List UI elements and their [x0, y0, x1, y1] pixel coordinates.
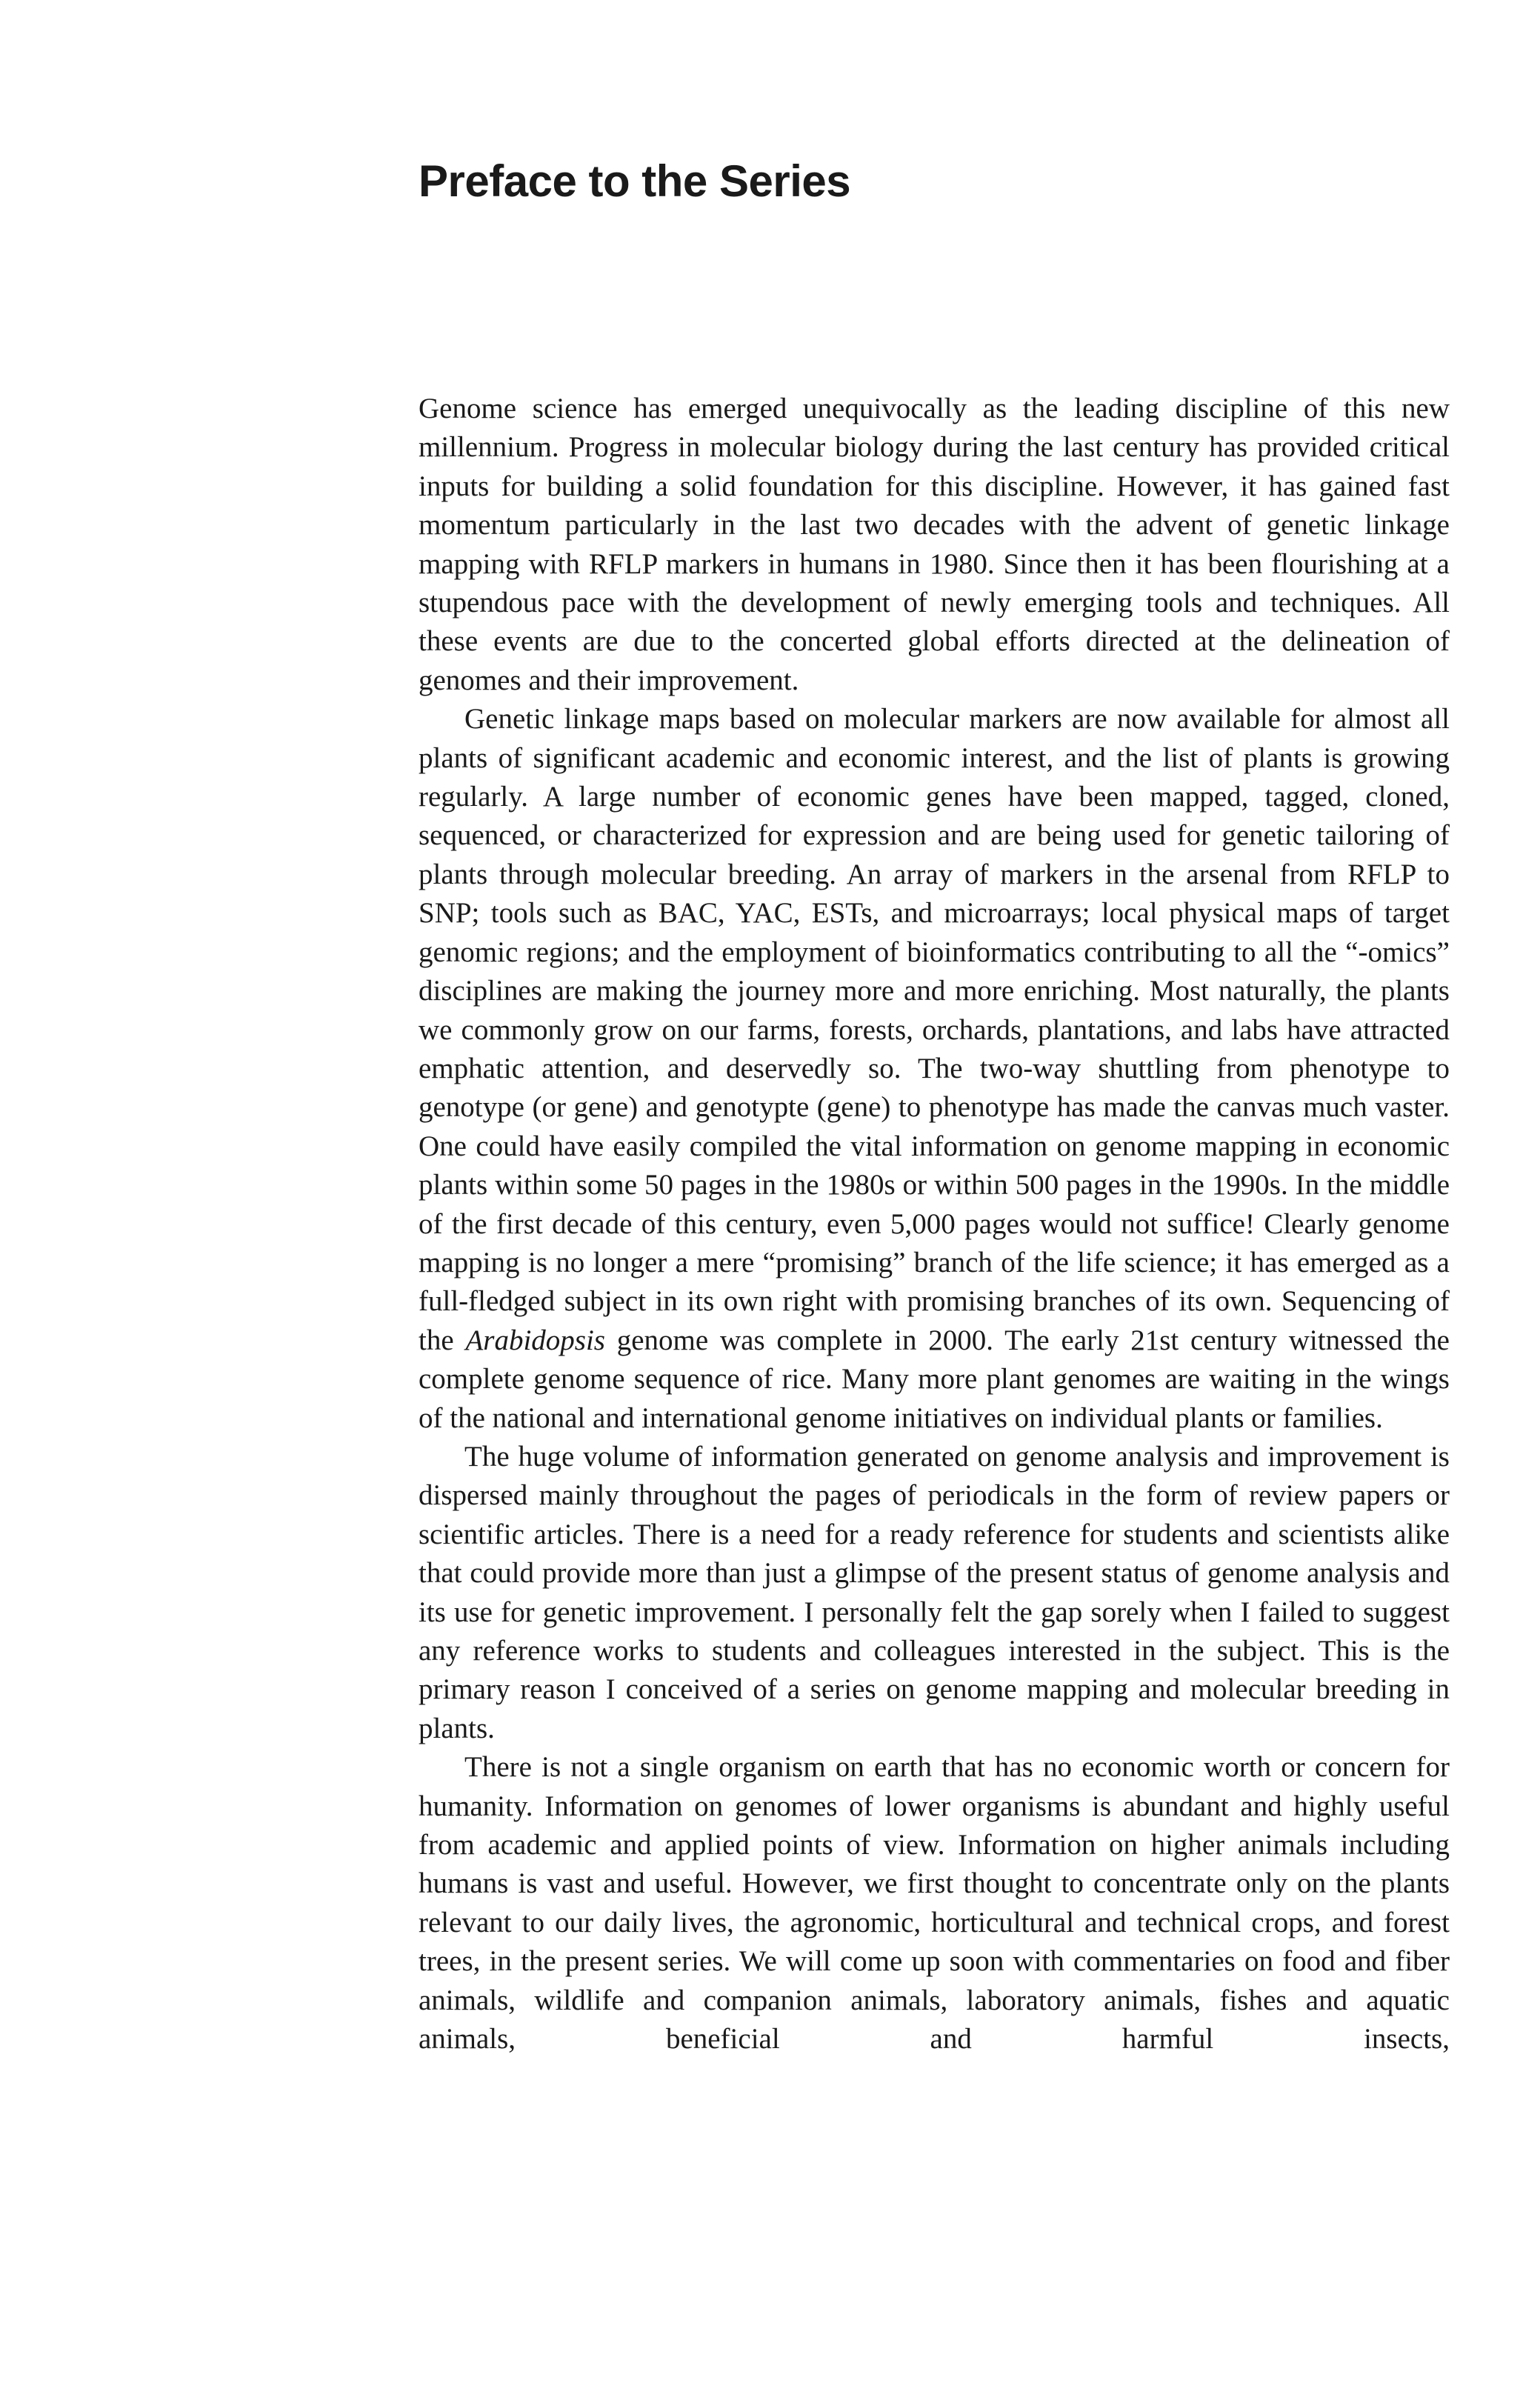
paragraph-2	[419, 700, 1450, 1438]
paragraph-3	[419, 1438, 1450, 1748]
paragraph-4	[419, 1748, 1450, 2058]
paragraph-1	[419, 390, 1450, 700]
paragraph-2-italic-term: Arabidopsis	[465, 1324, 605, 1356]
page-title: Preface to the Series	[419, 156, 851, 206]
paragraph-1-text: Genome science has emerged unequivocally as the leading discipline of this new millennium. Progress in molecular biology during the last century has provided critical inputs for building a solid foundation for this discipline. However, it has gained fast momentum particularly in the last two decades with the advent of genetic linkage mapping with RFLP markers in humans in 1980. Since then it has been flourishing at a stupendous pace with the development of newly emerging tools and techniques. All these events are due to the concerted global efforts directed at the delineation of genomes and their improvement.	[419, 393, 1450, 696]
paragraph-2-text-end: genome was complete in 2000. The early 21st century witnessed the complete genome sequence of rice. Many more plant genomes are waiting in the wings of the national and international genome initiatives on individual plants or families.	[419, 1324, 1450, 1434]
body-text	[419, 390, 1450, 2058]
paragraph-2-text-start: Genetic linkage maps based on molecular markers are now available for almost all plants of significant academic and economic interest, and the list of plants is growing regularly. A large number of economic genes have been mapped, tagged, cloned, sequenced, or characterized for expression and are being used for genetic tailoring of plants through molecular breeding. An array of markers in the arsenal from RFLP to SNP; tools such as BAC, YAC, ESTs, and microarrays; local physical maps of target genomic regions; and the employment of bioinformatics contributing to all the “-omics” disciplines are making the journey more and more enriching. Most naturally, the plants we commonly grow on our farms, forests, orchards, plantations, and labs have attracted emphatic attention, and deservedly so. The two-way shuttling from phenotype to genotype (or gene) and genotypte (gene) to phenotype has made the canvas much vaster. One could have easily compiled the vital information on genome mapping in economic plants within some 50 pages in the 1980s or within 500 pages in the 1990s. In the middle of the first decade of this century, even 5,000 pages would not suffice! Clearly genome mapping is no longer a mere “promising” branch of the life science; it has emerged as a full-fledged subject in its own right with promising branches of its own. Sequencing of the	[419, 703, 1450, 1356]
paragraph-3-text: The huge volume of information generated on genome analysis and improvement is dispersed mainly throughout the pages of periodicals in the form of review papers or scientific articles. There is a need for a ready reference for students and scientists alike that could provide more than just a glimpse of the present status of genome analysis and its use for genetic improvement. I personally felt the gap sorely when I failed to suggest any reference works to students and colleagues interested in the subject. This is the primary reason I conceived of a series on genome mapping and molecular breeding in plants.	[419, 1440, 1450, 1744]
paragraph-4-text: There is not a single organism on earth that has no economic worth or concern for humanity. Information on genomes of lower organisms is abundant and highly useful from academic and applied points of view. Information on higher animals including humans is vast and useful. However, we first thought to concentrate only on the plants relevant to our daily lives, the agronomic, horticultural and technical crops, and forest trees, in the present series. We will come up soon with commentaries on food and fiber animals, wildlife and companion animals, laboratory animals, fishes and aquatic animals, beneficial and harmful insects,	[419, 1751, 1450, 2056]
